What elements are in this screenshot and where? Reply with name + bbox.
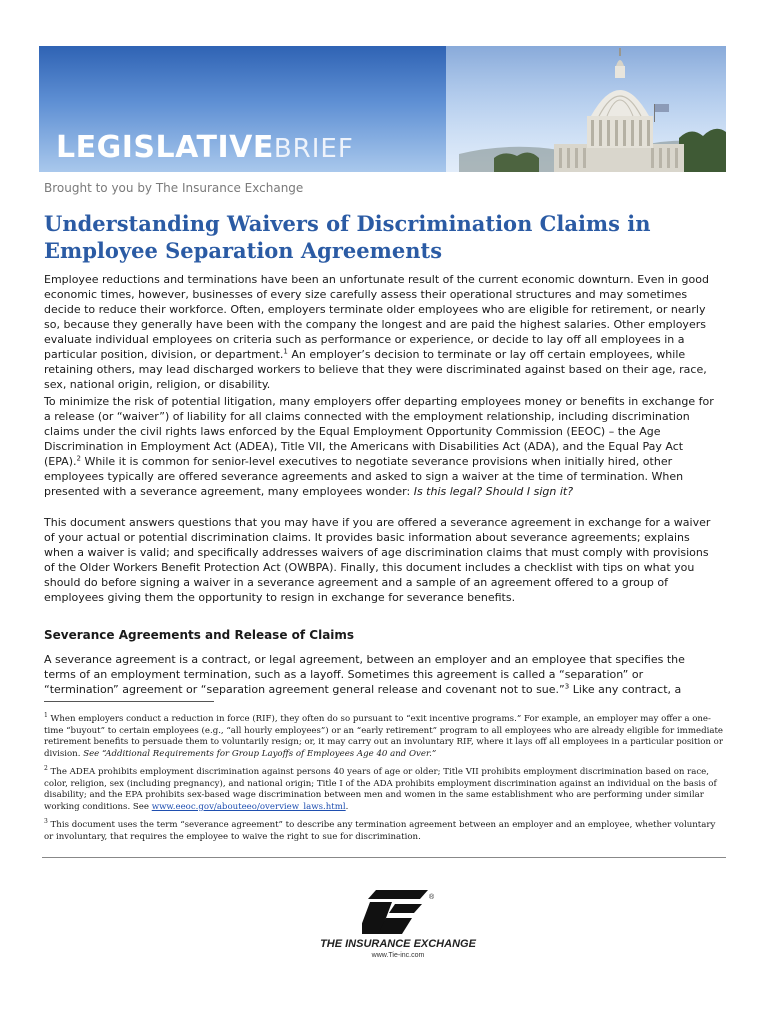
footnote-1-number: 1 — [44, 712, 48, 720]
banner-title — [56, 130, 354, 165]
footnote-3 — [44, 820, 724, 843]
footnote-ref-1: 1 — [283, 347, 288, 356]
paragraph-intro — [44, 272, 714, 392]
paragraph-severance-text-b: Like any contract, a — [569, 683, 682, 696]
banner-title-light: BRIEF — [273, 134, 354, 164]
footnote-2 — [44, 767, 724, 813]
insurance-exchange-logo-icon — [362, 888, 435, 936]
paragraph-intro-text-b: An employer’s decision to terminate or lay off certain employees, while retaining others, may lead discharged workers to believe that they were discriminated against based on their age, race, sex, national origin, religion, or disability. — [44, 348, 707, 391]
byline: Brought to you by The Insurance Exchange — [44, 181, 304, 195]
paragraph-litigation-question: Is this legal? Should I sign it? — [413, 485, 574, 498]
bottom-divider — [42, 857, 726, 858]
footnote-3-number: 3 — [44, 818, 48, 826]
logo-company-name: THE INSURANCE EXCHANGE — [320, 938, 476, 950]
paragraph-severance-text-a: A severance agreement is a contract, or legal agreement, between an employer and an employee that specifies the terms of an employment termination, such as a layoff. Sometimes this agreement is called a “separation” or “termination” agreement or “separation agreement general release and covenant not to sue.” — [44, 653, 685, 696]
footnote-divider — [44, 701, 214, 702]
footnote-2-end: . — [345, 801, 349, 812]
paragraph-intro-text-a: Employee reductions and terminations have been an unfortunate result of the current economic downturn. Even in good economic times, however, businesses of every size carefully assess their operational structures and may sometimes decide to reduce their workforce. Often, employers terminate older employees who are eligible for retirement, or nearly so, because they generally have been with the company the longest and are paid the highest salaries. Other employers evaluate individual employees on criteria such as performance or experience, or decide to lay off all employees in a particular position, division, or department. — [44, 273, 709, 361]
header-banner — [39, 46, 726, 172]
page-title: Understanding Waivers of Discrimination Claims in Employee Separation Agreements — [44, 211, 651, 263]
paragraph-litigation — [44, 394, 714, 499]
footnote-1-text: When employers conduct a reduction in force (RIF), they often do so pursuant to “exit incentive programs.” For example, an employer may offer a one-time “buyout” to certain employees (e.g., “all hourly employees”) or an “early retirement” program to all employees who are already eligible for immediate retirement benefits to persuade them to voluntarily resign; or, it may carry out an involuntary RIF, where it lays off all employees in a particular position or division. — [44, 714, 723, 759]
logo-website: www.Tie-inc.com — [371, 952, 425, 959]
registered-mark: ® — [429, 894, 435, 901]
footnote-1 — [44, 714, 724, 760]
insurance-exchange-logo — [298, 888, 498, 968]
footnote-1-italic: See “Additional Requirements for Group Layoffs of Employees Age 40 and Over.” — [83, 748, 437, 759]
footnote-ref-2: 2 — [76, 454, 81, 463]
eeoc-link[interactable]: www.eeoc.gov/abouteeo/overview_laws.html — [151, 801, 346, 812]
paragraph-litigation-text-a: To minimize the risk of potential litigation, many employers offer departing employees money or benefits in exchange for a release (or “waiver”) of liability for all claims connected with the employment relationship, including discrimination claims under the civil rights laws enforced by the Equal Employment Opportunity Commission (EEOC) – the Age Discrimination in Employment Act (ADEA), Title VII, the Americans with Disabilities Act (ADA), and the Equal Pay Act (EPA). — [44, 395, 714, 468]
section-heading: Severance Agreements and Release of Claims — [44, 628, 355, 642]
footnotes — [44, 714, 724, 850]
paragraph-litigation-text-b: While it is common for senior-level executives to negotiate severance provisions when initially hired, other employees typically are offered severance agreements and asked to sign a waiver at the time of termination. When presented with a severance agreement, many employees wonder: — [44, 455, 684, 498]
footnote-2-text: The ADEA prohibits employment discrimination against persons 40 years of age or older; Title VII prohibits employment discrimination based on race, color, religion, sex (including pregnancy), and national origin; Title I of the ADA prohibits employment discrimination against an individual on the basis of disability; and the EPA prohibits sex-based wage discrimination between men and women in the same establishment who are performing under similar working conditions. See — [44, 767, 717, 812]
paragraph-overview: This document answers questions that you may have if you are offered a severance agreement in exchange for a waiver of your actual or potential discrimination claims. It provides basic information about severance agreements; explains when a waiver is valid; and specifically addresses waivers of age discrimination claims that must comply with provisions of the Older Workers Benefit Protection Act (OWBPA). Finally, this document includes a checklist with tips on what you should do before signing a waiver in a severance agreement and a sample of an agreement offered to a group of employees giving them the opportunity to resign in exchange for severance benefits. — [44, 516, 711, 604]
banner-title-bold: LEGISLATIVE — [56, 130, 274, 165]
footnote-ref-3: 3 — [564, 682, 570, 691]
paragraph-severance — [44, 652, 714, 697]
footnote-2-number: 2 — [44, 765, 48, 773]
footnote-3-text: This document uses the term “severance agreement” to describe any termination agreement between an employer and an employee, whether voluntary or involuntary, that requires the employee to waive the right to sue for discrimination. — [44, 820, 716, 842]
